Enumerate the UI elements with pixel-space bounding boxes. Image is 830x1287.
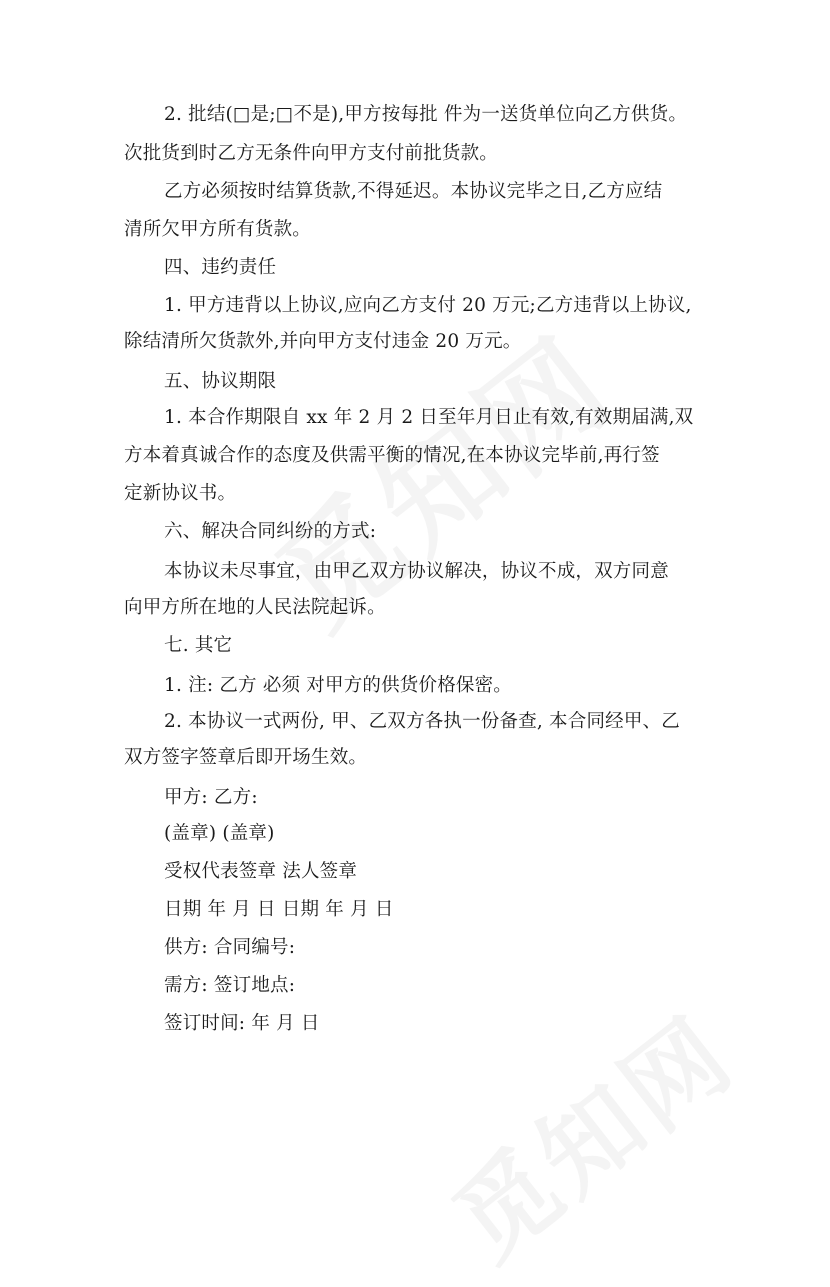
paragraph-line: 本协议未尽事宜，由甲乙双方协议解决，协议不成，双方同意 [164,561,669,582]
demander-line: 需方: 签订地点: [164,975,296,996]
section-heading: 四、违约责任 [164,257,277,278]
signing-time-line: 签订时间: 年 月 日 [164,1013,320,1034]
paragraph-line: 双方签字签章后即开场生效。 [124,747,368,768]
section-heading: 六、解决合同纠纷的方式: [164,521,377,542]
paragraph-line: 次批货到时乙方无条件向甲方支付前批货款。 [124,143,499,164]
paragraph-line: 2. 本协议一式两份, 甲、乙双方各执一份备查, 本合同经甲、乙 [164,711,680,732]
paragraph-line: 乙方必须按时结算货款,不得延迟。本协议完毕之日,乙方应结 [164,181,663,202]
signature-line: 甲方: 乙方: [164,787,258,808]
date-line: 日期 年 月 日 日期 年 月 日 [164,899,394,920]
section-heading: 七. 其它 [164,635,233,656]
paragraph-line: 除结清所欠货款外,并向甲方支付违金 20 万元。 [124,331,522,352]
signature-line: 受权代表签章 法人签章 [164,861,358,882]
watermark [419,977,758,1286]
supplier-line: 供方: 合同编号: [164,937,296,958]
paragraph-line: 方本着真诚合作的态度及供需平衡的情况,在本协议完毕前,再行签 [124,445,660,466]
paragraph-line: 1. 本合作期限自 xx 年 2 月 2 日至年月日止有效,有效期届满,双 [164,407,694,428]
paragraph-line: 2. 批结(□是;□不是),甲方按每批 件为一送货单位向乙方供货。 [164,104,688,125]
paragraph-line: 1. 注: 乙方 必须 对甲方的供货价格保密。 [164,675,513,696]
signature-line: (盖章) (盖章) [164,823,275,844]
paragraph-line: 清所欠甲方所有货款。 [124,219,312,240]
paragraph-line: 定新协议书。 [124,483,237,504]
section-heading: 五、协议期限 [164,371,277,392]
paragraph-line: 向甲方所在地的人民法院起诉。 [124,597,386,618]
paragraph-line: 1. 甲方违背以上协议,应向乙方支付 20 万元;乙方违背以上协议, [164,295,692,316]
